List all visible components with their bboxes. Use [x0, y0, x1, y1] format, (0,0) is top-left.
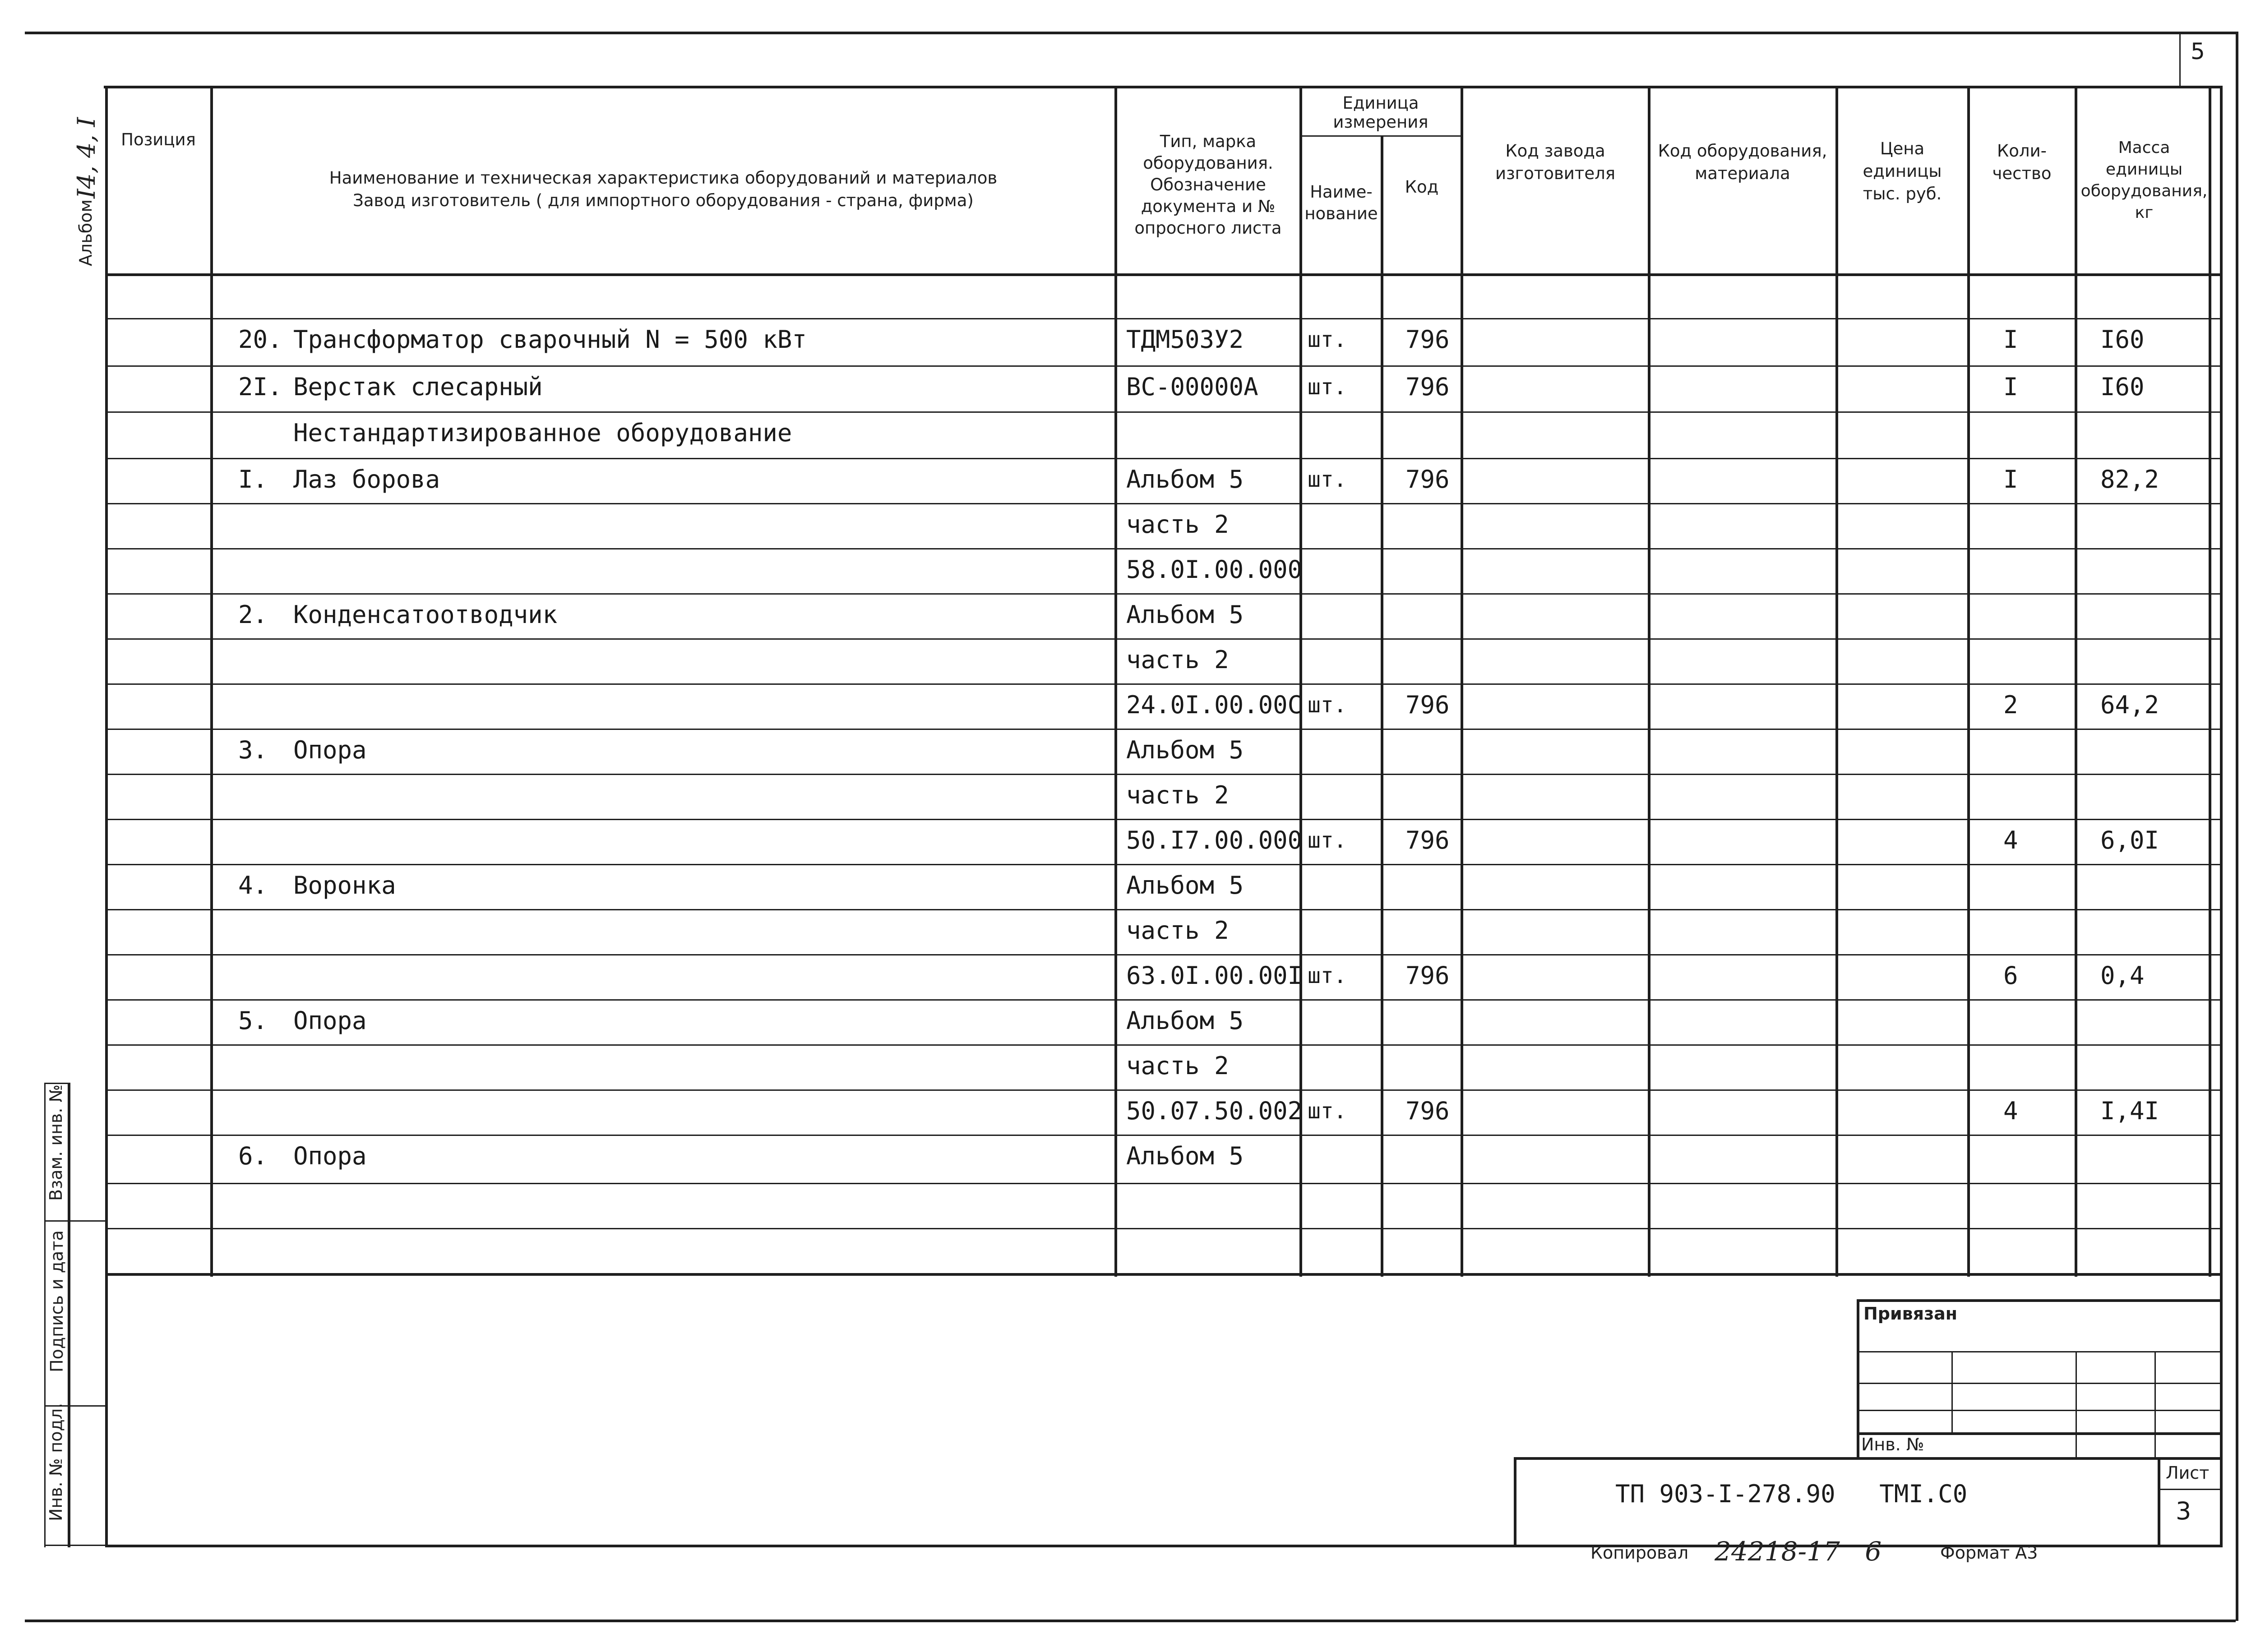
header-type-line: оборудования.: [1143, 153, 1273, 173]
row-qty-cell: 2: [2003, 691, 2018, 719]
row-type-cell: 50.I7.00.000: [1126, 826, 1303, 854]
header-quantity: [1969, 86, 2075, 239]
row-name-cell: Верстак слесарный: [293, 373, 543, 401]
page-box-left: [2179, 32, 2181, 86]
header-mass: [2076, 86, 2212, 275]
row-unit-cell: шт.: [1308, 327, 1347, 352]
row-qty-cell: 6: [2003, 961, 2018, 990]
header-equipment-code: [1650, 86, 1835, 239]
header-unit-name-line: нование: [1304, 204, 1378, 223]
stamp-col-2: [2076, 1351, 2077, 1457]
header-name: [212, 153, 1114, 226]
row-unit-cell: шт.: [1308, 1098, 1347, 1124]
row-line: [105, 1135, 2221, 1136]
header-position: Позиция: [121, 130, 196, 149]
header-price-line: тыс. руб.: [1863, 184, 1942, 203]
stamp-top: [1857, 1299, 2220, 1302]
row-code-cell: 796: [1405, 1097, 1450, 1125]
row-pos-cell: 6.: [238, 1142, 268, 1170]
side-strip-bottom: [44, 1545, 105, 1546]
table-bottom: [105, 1545, 2223, 1547]
row-line: [105, 864, 2221, 865]
stamp-row-3: [1857, 1410, 2220, 1411]
header-quantity-line: Коли-: [1997, 141, 2047, 161]
row-code-cell: 796: [1405, 691, 1450, 719]
doc-box-right: [2158, 1457, 2160, 1545]
stamp-col-1: [1951, 1351, 1953, 1432]
row-name-cell: Опора: [293, 1006, 367, 1035]
table-right: [2220, 86, 2223, 1547]
copied-value: 24218-17 6: [1715, 1536, 1882, 1567]
row-line: [105, 503, 2221, 504]
header-factory-line: Код завода: [1505, 141, 1605, 161]
row-name-cell: Трансформатор сварочный N = 500 кВт: [293, 325, 807, 354]
row-line: [105, 729, 2221, 730]
header-factory-code: [1463, 86, 1648, 239]
album-number: I4, 4, I: [72, 117, 101, 198]
header-unit-code: Код: [1405, 177, 1439, 197]
header-price-line: единицы: [1863, 162, 1942, 181]
row-type-cell: Альбом 5: [1126, 736, 1244, 764]
row-unit-cell: шт.: [1308, 374, 1347, 400]
row-type-cell: 50.07.50.002: [1126, 1097, 1303, 1125]
sheet-number: 3: [2176, 1497, 2191, 1525]
header-mass-line: кг: [2135, 203, 2154, 222]
album-label: Альбом: [76, 199, 96, 266]
row-type-cell: часть 2: [1126, 781, 1229, 809]
col-line-6: [1648, 86, 1650, 1277]
row-pos-cell: 5.: [238, 1006, 268, 1035]
row-line: [105, 365, 2221, 367]
header-unit-line: Единица: [1342, 93, 1419, 113]
row-name-cell: Конденсатоотводчик: [293, 600, 558, 629]
sheet-divider: [2158, 1489, 2221, 1490]
header-type: [1117, 117, 1299, 253]
table-rows-end: [105, 1273, 2221, 1276]
row-mass-cell: 6,0I: [2100, 826, 2159, 854]
row-name-cell: Опора: [293, 1142, 367, 1170]
stamp-row-1: [1857, 1351, 2220, 1352]
stamp-row-2: [1857, 1383, 2220, 1384]
row-mass-cell: 82,2: [2100, 465, 2159, 494]
row-line: [105, 1089, 2221, 1091]
col-line-7: [1835, 86, 1838, 1277]
col-line-4: [1381, 135, 1383, 1277]
row-line: [105, 593, 2221, 595]
row-line: [105, 683, 2221, 685]
row-code-cell: 796: [1405, 961, 1450, 990]
format-label: Формат А3: [1940, 1543, 2038, 1563]
row-type-cell: Альбом 5: [1126, 1006, 1244, 1035]
header-equipment-line: материала: [1695, 164, 1790, 183]
row-qty-cell: I: [2003, 325, 2018, 354]
row-type-cell: часть 2: [1126, 1052, 1229, 1080]
document-code: ТП 903-I-278.90 ТМI.С0: [1615, 1480, 1968, 1508]
row-type-cell: 24.0I.00.00C: [1126, 691, 1303, 719]
row-mass-cell: I60: [2100, 325, 2145, 354]
side-strip-mid: [44, 1083, 46, 1547]
row-line: [105, 1228, 2221, 1229]
header-name-line1: Наименование и техническая характеристика оборудований и материалов: [329, 168, 998, 188]
row-unit-cell: шт.: [1308, 467, 1347, 492]
sheet-label: Лист: [2166, 1463, 2210, 1483]
row-line: [105, 1183, 2221, 1184]
row-type-cell: Альбом 5: [1126, 871, 1244, 900]
row-line: [105, 411, 2221, 413]
header-type-line: документа и №: [1141, 197, 1276, 216]
header-type-line: опросного листа: [1134, 218, 1282, 238]
row-line: [105, 1044, 2221, 1046]
col-line-5: [1461, 86, 1463, 1277]
row-unit-cell: шт.: [1308, 692, 1347, 718]
stamp-inv-label: Инв. №: [1861, 1435, 1924, 1454]
row-type-cell: ВС-00000А: [1126, 373, 1258, 401]
doc-box-left: [1514, 1457, 1516, 1545]
side-strip-div1: [44, 1220, 105, 1222]
row-type-cell: ТДМ503У2: [1126, 325, 1244, 354]
row-mass-cell: 0,4: [2100, 961, 2145, 990]
header-type-line: Тип, марка: [1160, 132, 1257, 151]
row-name-cell: Воронка: [293, 871, 396, 900]
row-line: [105, 954, 2221, 955]
header-price-line: Цена: [1880, 139, 1925, 158]
row-pos-cell: 20.: [238, 325, 282, 354]
row-name-cell: Нестандартизированное оборудование: [293, 419, 792, 447]
side-stamp-inv-orig: Инв. № подл.: [46, 1403, 66, 1521]
header-mass-line: оборудования,: [2080, 182, 2208, 200]
row-name-cell: Лаз борова: [293, 465, 440, 494]
header-equipment-line: Код оборудования,: [1658, 141, 1827, 161]
row-code-cell: 796: [1405, 325, 1450, 354]
doc-box-top: [1514, 1457, 2220, 1460]
row-line: [105, 458, 2221, 459]
row-type-cell: часть 2: [1126, 646, 1229, 674]
frame-bottom: [25, 1620, 2236, 1622]
col-line-1: [210, 86, 213, 1277]
header-name-line2: Завод изготовитель ( для импортного оборудования - страна, фирма): [353, 191, 974, 210]
row-qty-cell: I: [2003, 465, 2018, 494]
row-line: [105, 548, 2221, 549]
row-line: [105, 318, 2221, 319]
row-type-cell: Альбом 5: [1126, 465, 1244, 494]
col-line-2: [1114, 86, 1117, 1277]
header-unit-name-line: Наиме-: [1310, 182, 1373, 202]
page-number: 5: [2191, 38, 2205, 65]
side-stamp-signature: Подпись и дата: [47, 1230, 67, 1372]
row-pos-cell: I.: [238, 465, 268, 494]
header-bottom: [105, 273, 2221, 276]
header-mass-line: единицы: [2105, 160, 2183, 179]
row-unit-cell: шт.: [1308, 963, 1347, 988]
row-code-cell: 796: [1405, 826, 1450, 854]
frame-right: [2236, 32, 2238, 1621]
header-unit-name: [1302, 135, 1381, 271]
row-type-cell: часть 2: [1126, 510, 1229, 539]
header-quantity-line: чество: [1992, 164, 2052, 183]
row-name-cell: Опора: [293, 736, 367, 764]
row-type-cell: Альбом 5: [1126, 1142, 1244, 1170]
header-unit-line: измерения: [1333, 112, 1428, 132]
row-pos-cell: 2.: [238, 600, 268, 629]
row-type-cell: Альбом 5: [1126, 600, 1244, 629]
row-pos-cell: 3.: [238, 736, 268, 764]
frame-top: [25, 32, 2236, 34]
row-mass-cell: I,4I: [2100, 1097, 2159, 1125]
row-pos-cell: 2I.: [238, 373, 282, 401]
row-qty-cell: 4: [2003, 826, 2018, 854]
col-line-8: [1967, 86, 1970, 1277]
row-line: [105, 819, 2221, 820]
row-unit-cell: шт.: [1308, 828, 1347, 853]
stamp-bound-label: Привязан: [1863, 1304, 1958, 1324]
row-line: [105, 774, 2221, 775]
side-strip-right: [68, 1083, 70, 1547]
row-line: [105, 909, 2221, 910]
row-type-cell: 63.0I.00.00I: [1126, 961, 1303, 990]
row-qty-cell: 4: [2003, 1097, 2018, 1125]
header-mass-line: Масса: [2118, 138, 2170, 157]
copied-label: Копировал: [1590, 1543, 1689, 1563]
side-strip-top: [44, 1083, 68, 1084]
row-mass-cell: 64,2: [2100, 691, 2159, 719]
header-factory-line: изготовителя: [1495, 164, 1616, 183]
row-type-cell: 58.0I.00.000: [1126, 555, 1303, 584]
side-stamp-replacement: Взам. инв. №: [46, 1084, 66, 1201]
row-code-cell: 796: [1405, 373, 1450, 401]
row-type-cell: часть 2: [1126, 916, 1229, 945]
header-type-line: Обозначение: [1150, 175, 1266, 194]
header-price: [1837, 86, 1967, 257]
row-qty-cell: I: [2003, 373, 2018, 401]
row-code-cell: 796: [1405, 465, 1450, 494]
row-line: [105, 999, 2221, 1001]
header-unit-group: [1302, 90, 1460, 135]
stamp-col-3: [2154, 1351, 2156, 1457]
row-pos-cell: 4.: [238, 871, 268, 900]
row-mass-cell: I60: [2100, 373, 2145, 401]
row-line: [105, 638, 2221, 640]
table-left: [105, 86, 108, 1547]
